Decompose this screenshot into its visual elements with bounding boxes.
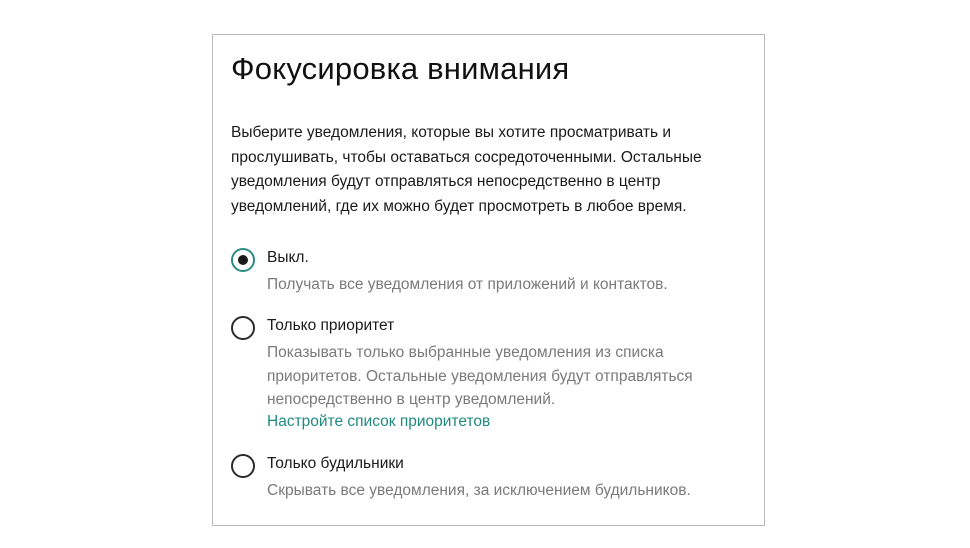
- option-off-label: Выкл.: [267, 249, 309, 266]
- option-priority-only-description: Показывать только выбранные уведомления из списка приоритетов. Остальные уведомления будут отправляться непосредственно в центр уведомлений.: [267, 344, 693, 408]
- radio-off-selected-icon[interactable]: [231, 248, 255, 272]
- radio-priority-only-icon[interactable]: [231, 316, 255, 340]
- option-alarms-only-description: Скрывать все уведомления, за исключением будильников.: [267, 482, 691, 499]
- focus-assist-panel: [212, 34, 765, 526]
- option-priority-only-label: Только приоритет: [267, 317, 395, 334]
- option-off-description: Получать все уведомления от приложений и контактов.: [267, 276, 668, 293]
- option-alarms-only-label: Только будильники: [267, 455, 404, 472]
- panel-title: Фокусировка внимания: [231, 51, 570, 86]
- option-priority-only[interactable]: [231, 316, 756, 436]
- option-alarms-only[interactable]: [231, 454, 756, 504]
- option-off[interactable]: [231, 248, 756, 298]
- radio-alarms-only-icon[interactable]: [231, 454, 255, 478]
- panel-description: Выберите уведомления, которые вы хотите просматривать и прослушивать, чтобы оставаться сосредоточенными. Остальные уведомления будут отправляться непосредственно в центр уведомлений, где их можно будет просмотреть в любое время.: [231, 124, 702, 215]
- customize-priority-list-link[interactable]: Настройте список приоритетов: [267, 413, 491, 430]
